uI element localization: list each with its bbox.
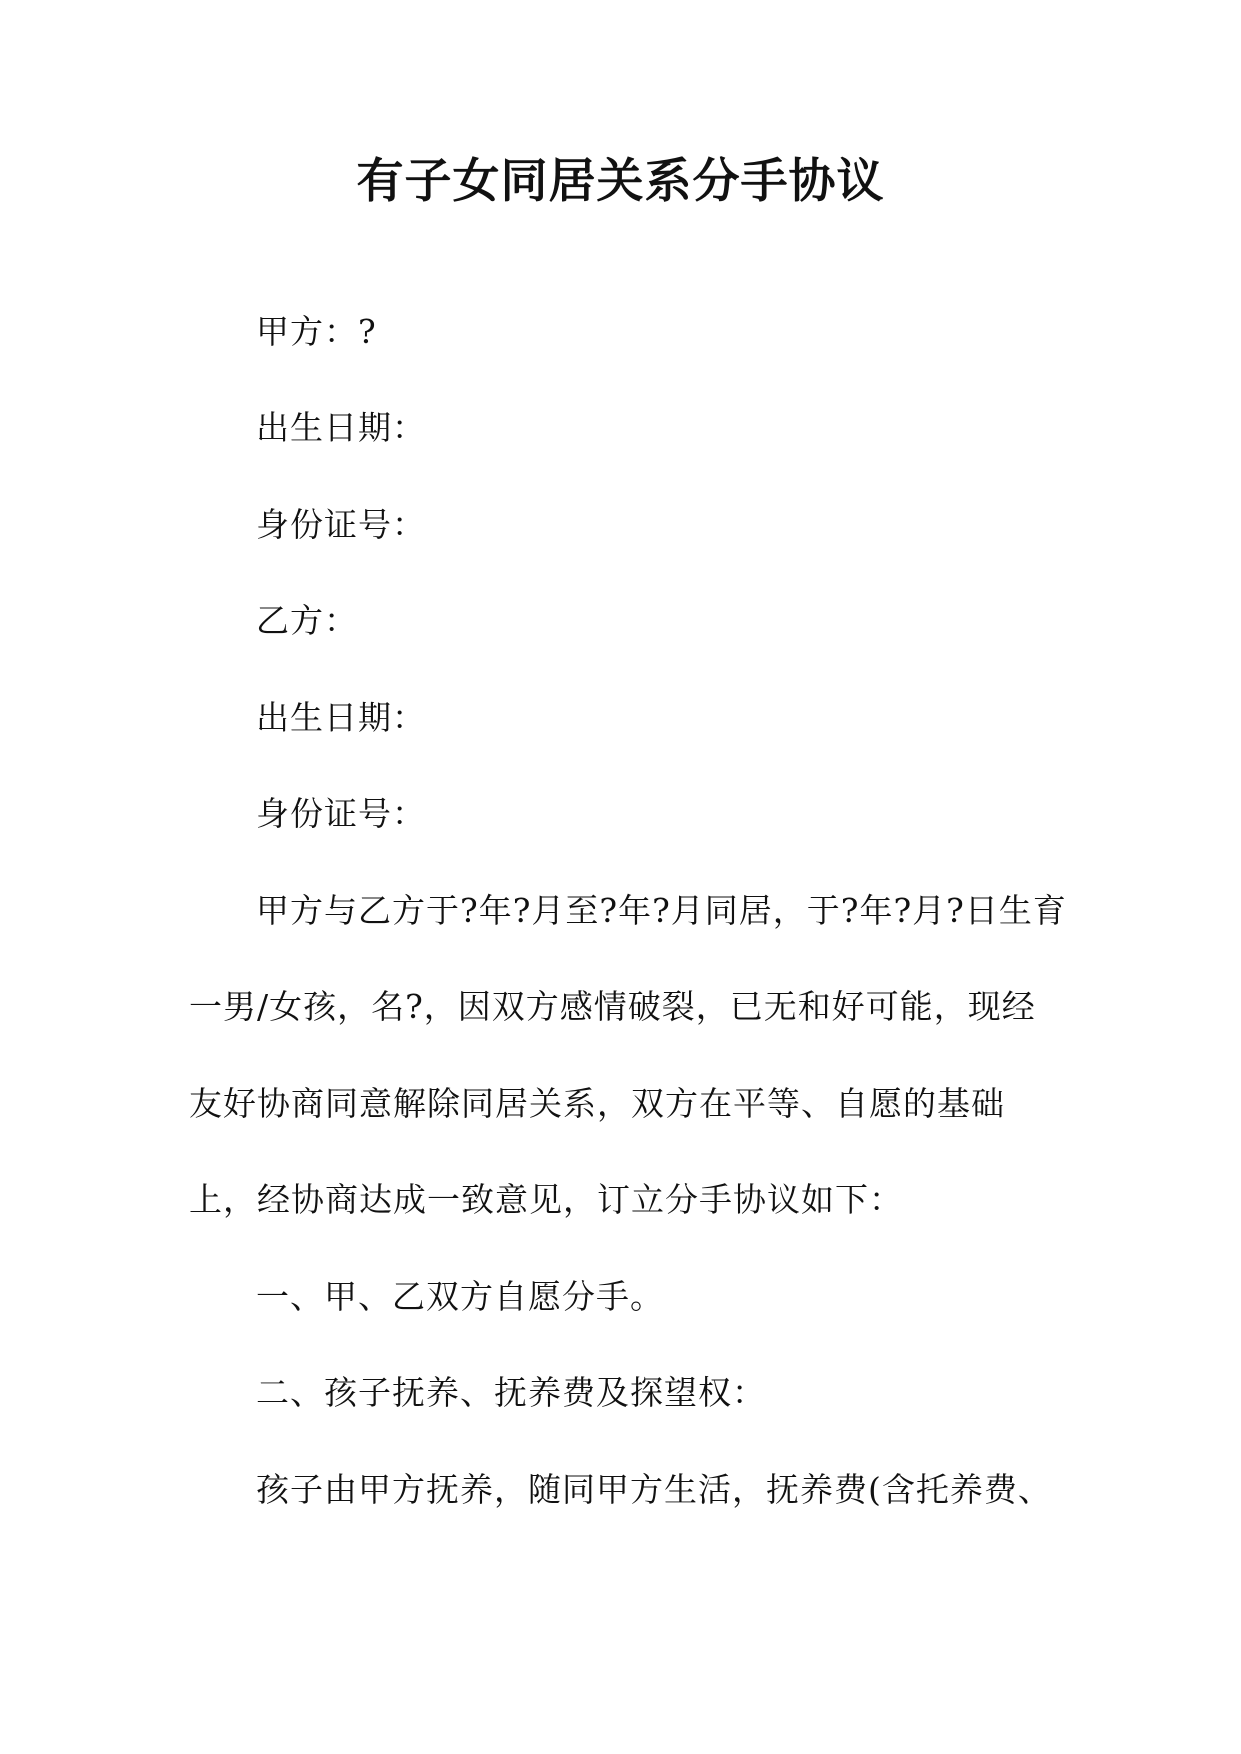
party-b-birth-date: 出生日期： bbox=[256, 698, 426, 737]
party-a-id-number: 身份证号： bbox=[256, 505, 426, 544]
document-title: 有子女同居关系分手协议 bbox=[356, 154, 885, 209]
clause-line: 孩子由甲方抚养，随同甲方生活，抚养费(含托养费、 bbox=[256, 1470, 1052, 1509]
party-b-id-number: 身份证号： bbox=[256, 794, 426, 833]
clause-line: 二、孩子抚养、抚养费及探望权： bbox=[256, 1373, 766, 1412]
preamble-line: 上，经协商达成一致意见，订立分手协议如下： bbox=[189, 1180, 903, 1219]
party-b-label: 乙方： bbox=[256, 601, 358, 640]
preamble-line: 友好协商同意解除同居关系，双方在平等、自愿的基础 bbox=[189, 1084, 1005, 1123]
party-a-label: 甲方：? bbox=[256, 312, 377, 351]
party-a-birth-date: 出生日期： bbox=[256, 408, 426, 447]
clause-line: 一、甲、乙双方自愿分手。 bbox=[256, 1277, 664, 1316]
preamble-line: 一男/女孩，名?，因双方感情破裂，已无和好可能，现经 bbox=[189, 987, 1036, 1026]
preamble-line: 甲方与乙方于?年?月至?年?月同居，于?年?月?日生育 bbox=[256, 891, 1067, 930]
